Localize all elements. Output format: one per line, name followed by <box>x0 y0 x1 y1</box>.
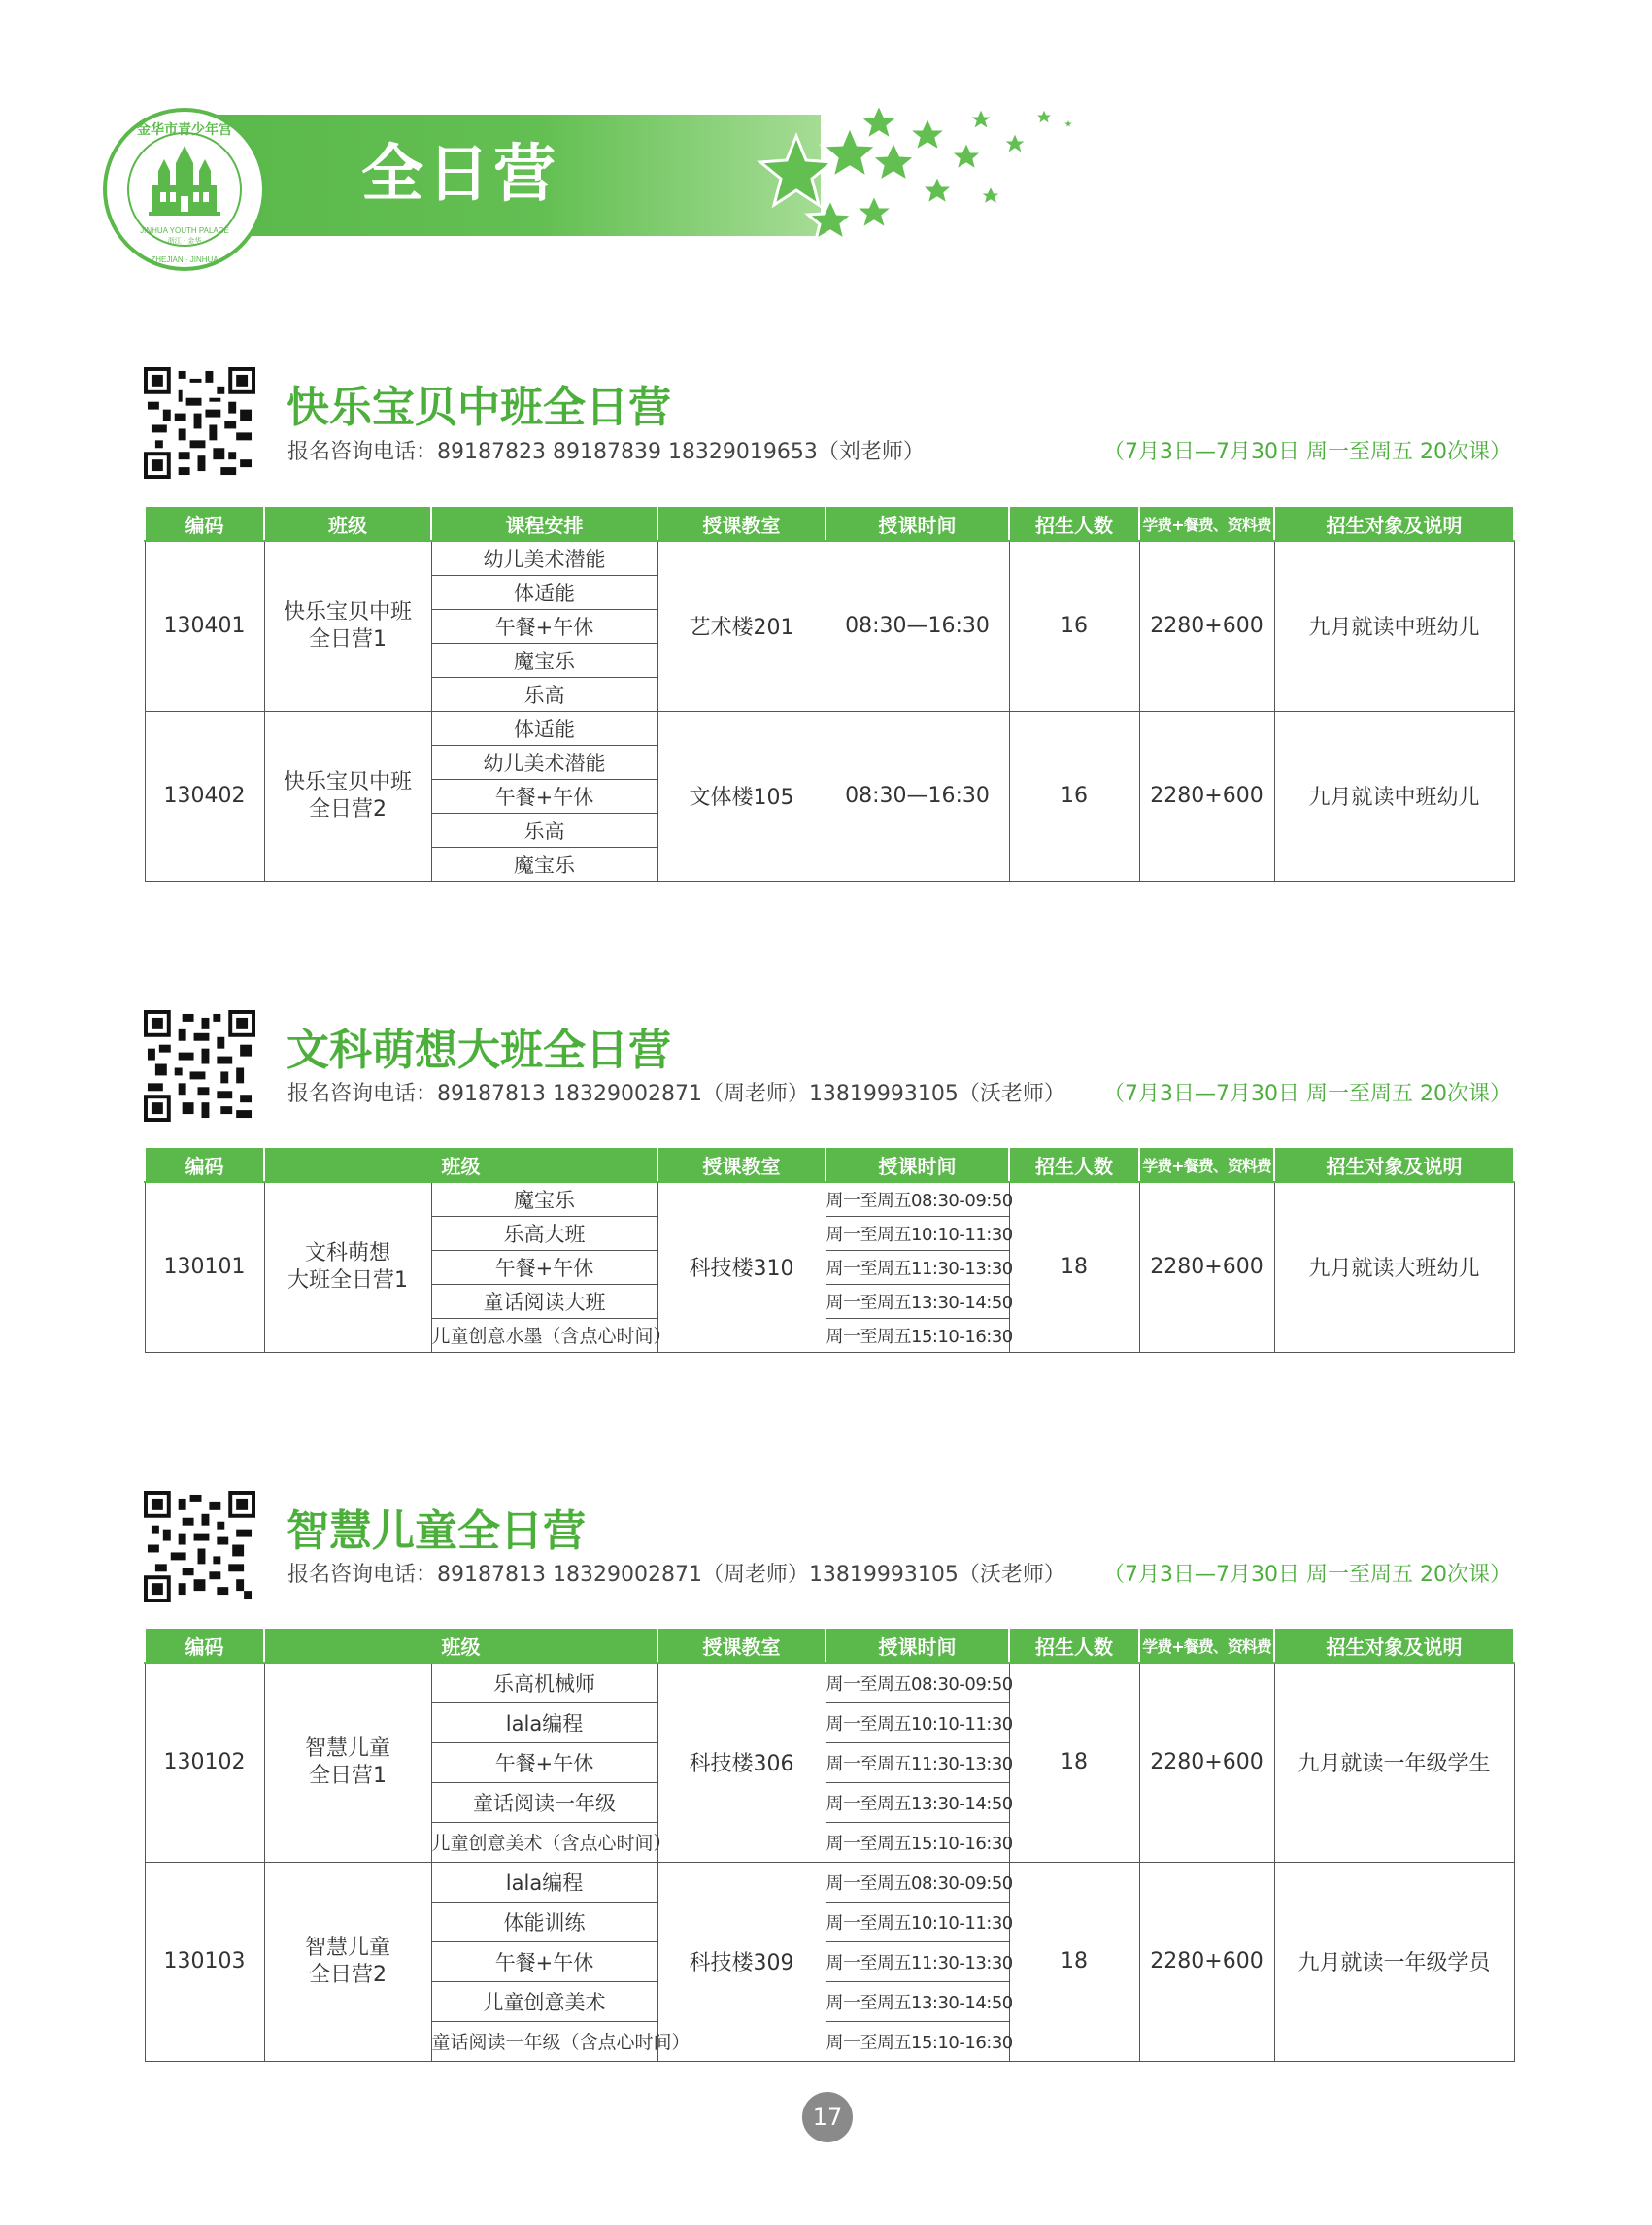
section-dates: （7月3日—7月30日 周一至周五 20次课） <box>1103 1082 1511 1106</box>
header-time: 授课时间 <box>826 506 1009 541</box>
header-room: 授课教室 <box>657 506 826 541</box>
page-number: 17 <box>802 2092 853 2142</box>
section-dates: （7月3日—7月30日 周一至周五 20次课） <box>1103 1563 1511 1587</box>
section-contact: 报名咨询电话：89187813 18329002871（周老师）13819993105（沃老师） <box>287 1082 1065 1106</box>
subject-cell: 午餐+午休 <box>431 609 657 643</box>
header-enroll: 招生人数 <box>1009 1628 1139 1663</box>
header-room: 授课教室 <box>657 1147 826 1182</box>
header-code: 编码 <box>145 1628 264 1663</box>
subject-cell: 儿童创意美术（含点心时间） <box>431 1822 657 1862</box>
time-cell: 08:30—16:30 <box>826 541 1009 711</box>
subject-cell: 魔宝乐 <box>431 643 657 677</box>
time-cell: 周一至周五13:30-14:50 <box>826 1782 1009 1822</box>
banner-title: 全日营 <box>361 139 559 211</box>
qr-code-icon <box>144 1491 255 1602</box>
time-cell: 周一至周五10:10-11:30 <box>826 1216 1009 1250</box>
code-cell: 130402 <box>145 711 264 881</box>
subject-cell: 午餐+午休 <box>431 1250 657 1284</box>
enroll-cell: 18 <box>1009 1862 1139 2061</box>
subject-cell: 体适能 <box>431 575 657 609</box>
header-fee: 学费+餐费、资料费 <box>1139 1147 1274 1182</box>
subject-cell: 乐高大班 <box>431 1216 657 1250</box>
time-cell: 周一至周五11:30-13:30 <box>826 1250 1009 1284</box>
time-cell: 周一至周五08:30-09:50 <box>826 1663 1009 1702</box>
fee-cell: 2280+600 <box>1139 1182 1274 1352</box>
subject-cell: 乐高 <box>431 677 657 711</box>
code-cell: 130101 <box>145 1182 264 1352</box>
class-cell: 智慧儿童 全日营1 <box>264 1663 431 1862</box>
fee-cell: 2280+600 <box>1139 1663 1274 1862</box>
room-cell: 科技楼306 <box>657 1663 826 1862</box>
header-room: 授课教室 <box>657 1628 826 1663</box>
header-schedule: 课程安排 <box>431 506 657 541</box>
time-cell: 周一至周五15:10-16:30 <box>826 1318 1009 1352</box>
time-cell: 周一至周五08:30-09:50 <box>826 1862 1009 1902</box>
room-cell: 文体楼105 <box>657 711 826 881</box>
code-cell: 130401 <box>145 541 264 711</box>
class-cell: 快乐宝贝中班 全日营1 <box>264 541 431 711</box>
time-cell: 周一至周五15:10-16:30 <box>826 2021 1009 2061</box>
table-row <box>145 1663 1514 1702</box>
fee-cell: 2280+600 <box>1139 711 1274 881</box>
class-cell: 智慧儿童 全日营2 <box>264 1862 431 2061</box>
subject-cell: lala编程 <box>431 1702 657 1742</box>
header-class: 班级 <box>264 1147 657 1182</box>
header-time: 授课时间 <box>826 1147 1009 1182</box>
code-cell: 130103 <box>145 1862 264 2061</box>
subject-cell: 儿童创意水墨（含点心时间） <box>431 1318 657 1352</box>
header-target: 招生对象及说明 <box>1274 506 1514 541</box>
time-cell: 周一至周五10:10-11:30 <box>826 1702 1009 1742</box>
section-title: 快乐宝贝中班全日营 <box>287 383 671 432</box>
header-class: 班级 <box>264 506 431 541</box>
subject-cell: 体能训练 <box>431 1902 657 1941</box>
section-title: 文科萌想大班全日营 <box>287 1026 671 1075</box>
section-title: 智慧儿童全日营 <box>287 1506 586 1556</box>
code-cell: 130102 <box>145 1663 264 1862</box>
table-row <box>145 1862 1514 1902</box>
target-cell: 九月就读一年级学员 <box>1274 1862 1514 2061</box>
qr-code-icon <box>144 1010 255 1122</box>
fee-cell: 2280+600 <box>1139 541 1274 711</box>
subject-cell: 魔宝乐 <box>431 847 657 881</box>
header-code: 编码 <box>145 506 264 541</box>
time-cell: 周一至周五08:30-09:50 <box>826 1182 1009 1216</box>
svg-text:浙江 · 金华: 浙江 · 金华 <box>167 237 202 245</box>
subject-cell: 童话阅读大班 <box>431 1284 657 1318</box>
time-cell: 周一至周五11:30-13:30 <box>826 1742 1009 1782</box>
course-table <box>144 1627 1515 2062</box>
fee-cell: 2280+600 <box>1139 1862 1274 2061</box>
section-dates: （7月3日—7月30日 周一至周五 20次课） <box>1103 440 1511 464</box>
header-fee: 学费+餐费、资料费 <box>1139 506 1274 541</box>
enroll-cell: 16 <box>1009 541 1139 711</box>
section-contact: 报名咨询电话：89187813 18329002871（周老师）13819993105（沃老师） <box>287 1563 1065 1587</box>
room-cell: 艺术楼201 <box>657 541 826 711</box>
subject-cell: 午餐+午休 <box>431 779 657 813</box>
target-cell: 九月就读中班幼儿 <box>1274 711 1514 881</box>
youth-palace-logo <box>102 107 267 272</box>
subject-cell: 魔宝乐 <box>431 1182 657 1216</box>
subject-cell: 童话阅读一年级 <box>431 1782 657 1822</box>
header-target: 招生对象及说明 <box>1274 1628 1514 1663</box>
subject-cell: 乐高 <box>431 813 657 847</box>
target-cell: 九月就读一年级学生 <box>1274 1663 1514 1862</box>
time-cell: 08:30—16:30 <box>826 711 1009 881</box>
subject-cell: 幼儿美术潜能 <box>431 541 657 575</box>
svg-text:金华市青少年宫: 金华市青少年宫 <box>137 122 232 138</box>
time-cell: 周一至周五13:30-14:50 <box>826 1284 1009 1318</box>
table-row <box>145 711 1514 745</box>
subject-cell: 午餐+午休 <box>431 1742 657 1782</box>
enroll-cell: 18 <box>1009 1663 1139 1862</box>
header-fee: 学费+餐费、资料费 <box>1139 1628 1274 1663</box>
section-contact: 报名咨询电话：89187823 89187839 18329019653（刘老师） <box>287 440 925 464</box>
subject-cell: 童话阅读一年级（含点心时间） <box>431 2021 657 2061</box>
time-cell: 周一至周五13:30-14:50 <box>826 1981 1009 2021</box>
svg-text:ZHEJIAN · JINHUA: ZHEJIAN · JINHUA <box>151 255 219 264</box>
subject-cell: 儿童创意美术 <box>431 1981 657 2021</box>
room-cell: 科技楼310 <box>657 1182 826 1352</box>
subject-cell: lala编程 <box>431 1862 657 1902</box>
qr-code-icon <box>144 367 255 479</box>
target-cell: 九月就读大班幼儿 <box>1274 1182 1514 1352</box>
page-banner <box>0 0 1652 291</box>
decorative-stars-icon <box>758 92 1088 248</box>
header-code: 编码 <box>145 1147 264 1182</box>
subject-cell: 体适能 <box>431 711 657 745</box>
header-enroll: 招生人数 <box>1009 1147 1139 1182</box>
header-enroll: 招生人数 <box>1009 506 1139 541</box>
header-target: 招生对象及说明 <box>1274 1147 1514 1182</box>
course-table <box>144 505 1515 882</box>
table-row <box>145 541 1514 575</box>
time-cell: 周一至周五10:10-11:30 <box>826 1902 1009 1941</box>
subject-cell: 幼儿美术潜能 <box>431 745 657 779</box>
subject-cell: 午餐+午休 <box>431 1941 657 1981</box>
room-cell: 科技楼309 <box>657 1862 826 2061</box>
time-cell: 周一至周五11:30-13:30 <box>826 1941 1009 1981</box>
class-cell: 快乐宝贝中班 全日营2 <box>264 711 431 881</box>
course-table <box>144 1146 1515 1353</box>
time-cell: 周一至周五15:10-16:30 <box>826 1822 1009 1862</box>
svg-text:JINHUA YOUTH PALACE: JINHUA YOUTH PALACE <box>140 226 229 235</box>
header-time: 授课时间 <box>826 1628 1009 1663</box>
header-class: 班级 <box>264 1628 657 1663</box>
enroll-cell: 18 <box>1009 1182 1139 1352</box>
table-row <box>145 1182 1514 1216</box>
target-cell: 九月就读中班幼儿 <box>1274 541 1514 711</box>
class-cell: 文科萌想 大班全日营1 <box>264 1182 431 1352</box>
subject-cell: 乐高机械师 <box>431 1663 657 1702</box>
enroll-cell: 16 <box>1009 711 1139 881</box>
